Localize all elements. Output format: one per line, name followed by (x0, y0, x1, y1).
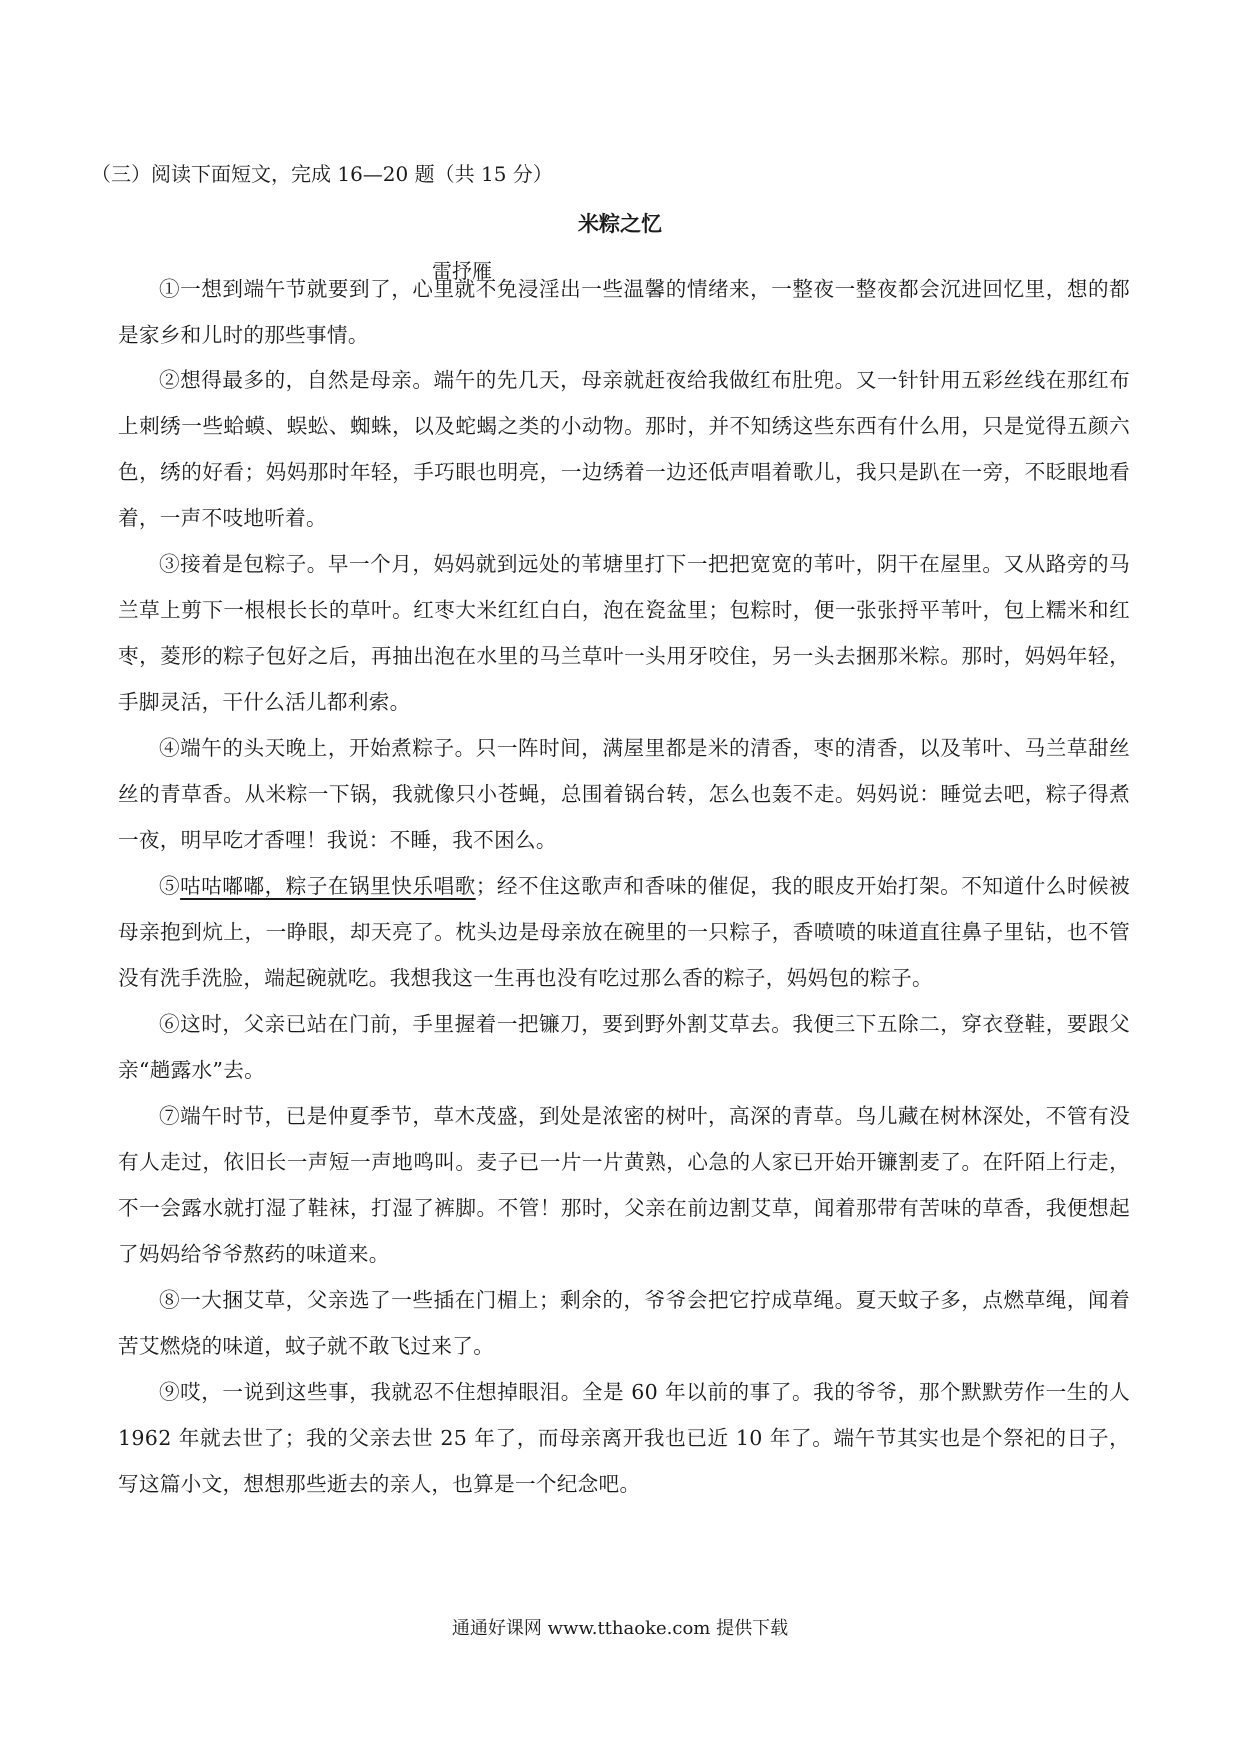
page-footer: 通通好课网 www.tthaoke.com 提供下载 (451, 1618, 789, 1639)
paragraph-9: ⑨哎，一说到这些事，我就忍不住想掉眼泪。全是 60 年以前的事了。我的爷爷，那个默默劳作一生的人 1962 年就去世了；我的父亲去世 25 年了，而母亲离开我也已近 10 年了。端午节其实也是个祭祀的日子，写这篇小文，想想那些逝去的亲人，也算是一个纪念吧。 (118, 1380, 1130, 1496)
paragraph-5 (118, 863, 1130, 1001)
paragraph-3: ③接着是包粽子。早一个月，妈妈就到远处的苇塘里打下一把把宽宽的苇叶，阴干在屋里。又从路旁的马兰草上剪下一根根长长的草叶。红枣大米红红白白，泡在瓷盆里；包粽时，便一张张捋平苇叶，包上糯米和红枣，菱形的粽子包好之后，再抽出泡在水里的马兰草叶一头用牙咬住，另一头去捆那米粽。那时，妈妈年轻，手脚灵活，干什么活儿都利索。 (118, 552, 1130, 714)
paragraph-2: ②想得最多的，自然是母亲。端午的先几天，母亲就赶夜给我做红布肚兜。又一针针用五彩丝线在那红布上刺绣一些蛤蟆、蜈蚣、蜘蛛，以及蛇蝎之类的小动物。那时，并不知绣这些东西有什么用，只是觉得五颜六色，绣的好看；妈妈那时年轻，手巧眼也明亮，一边绣着一边还低声唱着歌儿，我只是趴在一旁，不眨眼地看着，一声不吱地听着。 (118, 368, 1130, 530)
article-author: 雷抒雁 (432, 259, 492, 283)
paragraph-5-rest: ；经不住这歌声和香味的催促，我的眼皮开始打架。不知道什么时候被母亲抱到炕上，一睁眼，却天亮了。枕头边是母亲放在碗里的一只粽子，香喷喷的味道直往鼻子里钻，也不管没有洗手洗脸，端起碗就吃。我想我这一生再也没有吃过那么香的粽子，妈妈包的粽子。 (118, 874, 1131, 990)
paragraph-6: ⑥这时，父亲已站在门前，手里握着一把镰刀，要到野外割艾草去。我便三下五除二，穿衣登鞋，要跟父亲“趟露水”去。 (118, 1012, 1130, 1082)
section-heading: （三）阅读下面短文，完成 16—20 题（共 15 分） (91, 162, 553, 186)
article-title: 米粽之忆 (578, 211, 662, 236)
paragraph-8: ⑧一大捆艾草，父亲选了一些插在门楣上；剩余的，爷爷会把它拧成草绳。夏天蚊子多，点燃草绳，闻着苦艾燃烧的味道，蚊子就不敢飞过来了。 (118, 1288, 1130, 1358)
paragraph-7: ⑦端午时节，已是仲夏季节，草木茂盛，到处是浓密的树叶，高深的青草。鸟儿藏在树林深处，不管有没有人走过，依旧长一声短一声地鸣叫。麦子已一片一片黄熟，心急的人家已开始开镰割麦了。在阡陌上行走，不一会露水就打湿了鞋袜，打湿了裤脚。不管！那时，父亲在前边割艾草，闻着那带有苦味的草香，我便想起了妈妈给爷爷熬药的味道来。 (118, 1104, 1130, 1266)
underlined-sentence: 咕咕嘟嘟，粽子在锅里快乐唱歌 (180, 874, 476, 898)
paragraph-1: ①一想到端午节就要到了，心里就不免浸淫出一些温馨的情绪来，一整夜一整夜都会沉进回忆里，想的都是家乡和儿时的那些事情。 (118, 277, 1130, 347)
paragraph-4: ④端午的头天晚上，开始煮粽子。只一阵时间，满屋里都是米的清香，枣的清香，以及苇叶、马兰草甜丝丝的青草香。从米粽一下锅，我就像只小苍蝇，总围着锅台转，怎么也轰不走。妈妈说：睡觉去吧，粽子得煮一夜，明早吃才香哩！我说：不睡，我不困么。 (118, 736, 1130, 852)
paragraph-5-number: ⑤ (159, 874, 181, 898)
